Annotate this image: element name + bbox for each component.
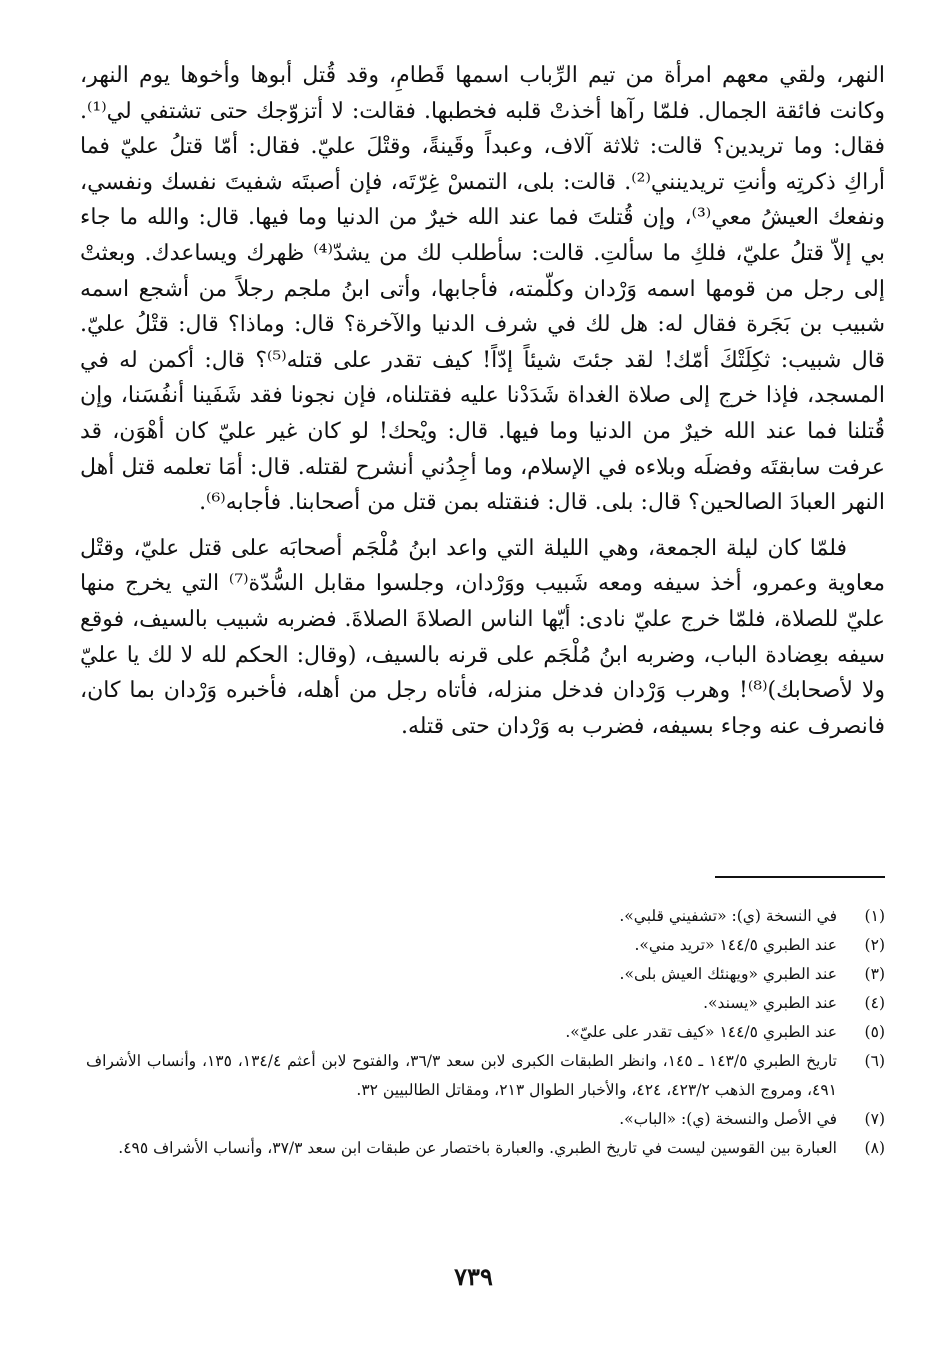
- footnote-text: في الأصل والنسخة (ي): «الباب».: [619, 1110, 837, 1128]
- footnote-number: (٤): [864, 994, 885, 1012]
- footnote-separator: [715, 876, 885, 878]
- footnote-text: عند الطبري ١٤٤/٥ «تريد مني».: [634, 936, 837, 954]
- page-number: ٧٣٩: [454, 1262, 493, 1291]
- footnote-text: عند الطبري «ويهنئك العيش بلى».: [619, 965, 837, 983]
- footnote-number: (٣): [864, 965, 885, 983]
- paragraph-2: فلمّا كان ليلة الجمعة، وهي الليلة التي واعد ابنُ مُلْجَم أصحابَه على قتل عليّ، وقتْل معاوية وعمرو، أخذ سيفه ومعه شَبيب ووَرْدان، وجلسوا مقابل السُّدّة⁽⁷⁾ التي يخرج منها عليّ للصلاة، فلمّا خرج عليّ نادى: أيّها الناس الصلاةَ الصلاةَ. فضربه شبيب بالسيف، فوقع سيفه بعِضادة الباب، وضربه ابنُ مُلْجَم على قرنه بالسيف، (وقال: الحكم لله لا لك يا عليّ ولا لأصحابك)⁽⁸⁾! وهرب وَرْدان فدخل منزله، فأتاه رجل من أهله، فأخبره وَرْدان بما كان، فانصرف عنه وجاء بسيفه، فضرب به وَرْدان حتى قتله.: [80, 535, 885, 739]
- footnote: [80, 960, 885, 989]
- footnote-text: عند الطبري «يسند».: [703, 994, 837, 1012]
- footnote-text: العبارة بين القوسين ليست في تاريخ الطبري. والعبارة باختصار عن طبقات ابن سعد ٣٧/٣، وأنساب الأشراف ٤٩٥.: [118, 1139, 837, 1157]
- footnote-text: تاريخ الطبري ١٤٣/٥ ـ ١٤٥، وانظر الطبقات الكبرى لابن سعد ٣٦/٣، والفتوح لابن أعثم ١٣٤/٤، ١٣٥، وأنساب الأشراف ٤٩١، ومروج الذهب ٤٢٣/٢، ٤٢٤، والأخبار الطوال ٢١٣، ومقاتل الطالبيين ٣٢.: [86, 1052, 837, 1099]
- paragraph-1: النهر، ولقي معهم امرأة من تيم الرِّباب اسمها قَطامِ، وقد قُتل أبوها وأخوها يوم النهر، وكانت فائقة الجمال. فلمّا رآها أخذتْ قلبه فخطبها. فقالت: لا أتزوّجك حتى تشتفي لي⁽¹⁾. فقال: وما تريدين؟ قالت: ثلاثة آلاف، وعبداً وقَينةً، وقتْلَ عليّ. فقال: أمّا قتلُ عليّ فما أراكِ ذكرتِه وأنتِ تريدينني⁽²⁾. قالت: بلى، التمسْ غِرّتَه، فإن أصبتَه شفيتَ نفسك ونفسي، ونفعك العيشُ معي⁽³⁾، وإن قُتلتَ فما عند الله خيرٌ من الدنيا وما فيها. قال: والله ما جاء بي إلاّ قتلُ عليّ، فلكِ ما سألتِ. قالت: سأطلب لك من يشدّ⁽⁴⁾ ظهرك ويساعدك. وبعثتْ إلى رجل من قومها اسمه وَرْدان وكلّمته، فأجابها، وأتى ابنُ ملجم رجلاً من أشجع اسمه شبيب بن بَجَرة فقال له: هل لك في شرف الدنيا والآخرة؟ قال: وماذا؟ قال: قتْلُ عليّ. قال شبيب: ثكِلَتْكَ أمّك! لقد جئتَ شيئاً إدّاً! كيف تقدر على قتله⁽⁵⁾؟ قال: أكمن له في المسجد، فإذا خرج إلى صلاة الغداة شَدَدْنا عليه فقتلناه، فإن نجونا فقد شَفَينا أنفُسَنا، وإن قُتلنا فما عند الله خيرٌ من الدنيا وما فيها. قال: ويْحك! لو كان غير عليّ كان أهْوَن، قد عرفت سابقتَه وفضلَه وبلاءه في الإسلام، وما أجِدُني أنشرح لقتله. قال: أمَا تعلمه قتل أهل النهر العبادَ الصالحين؟ قال: بلى. قال: فنقتله بمن قتل من أصحابنا. فأجابه⁽⁶⁾.: [80, 63, 885, 516]
- footnote-number: (٦): [864, 1052, 885, 1070]
- footnote: [80, 989, 885, 1018]
- footnote: [80, 1105, 885, 1134]
- footnote: [80, 902, 885, 931]
- footnote: [80, 1134, 885, 1163]
- footnote: [80, 931, 885, 960]
- main-text: [80, 58, 885, 744]
- footnote-number: (٧): [864, 1110, 885, 1128]
- footnote-text: عند الطبري ١٤٤/٥ «كيف تقدر على عليّ».: [565, 1023, 837, 1041]
- footnote: [80, 1047, 885, 1105]
- footnote-number: (١): [864, 907, 885, 925]
- footnote: [80, 1018, 885, 1047]
- footnotes-list: [80, 902, 885, 1163]
- footnote-number: (٨): [864, 1139, 885, 1157]
- footnote-text: في النسخة (ي): «تشفيني قلبي».: [619, 907, 837, 925]
- footnote-number: (٥): [864, 1023, 885, 1041]
- footnote-number: (٢): [864, 936, 885, 954]
